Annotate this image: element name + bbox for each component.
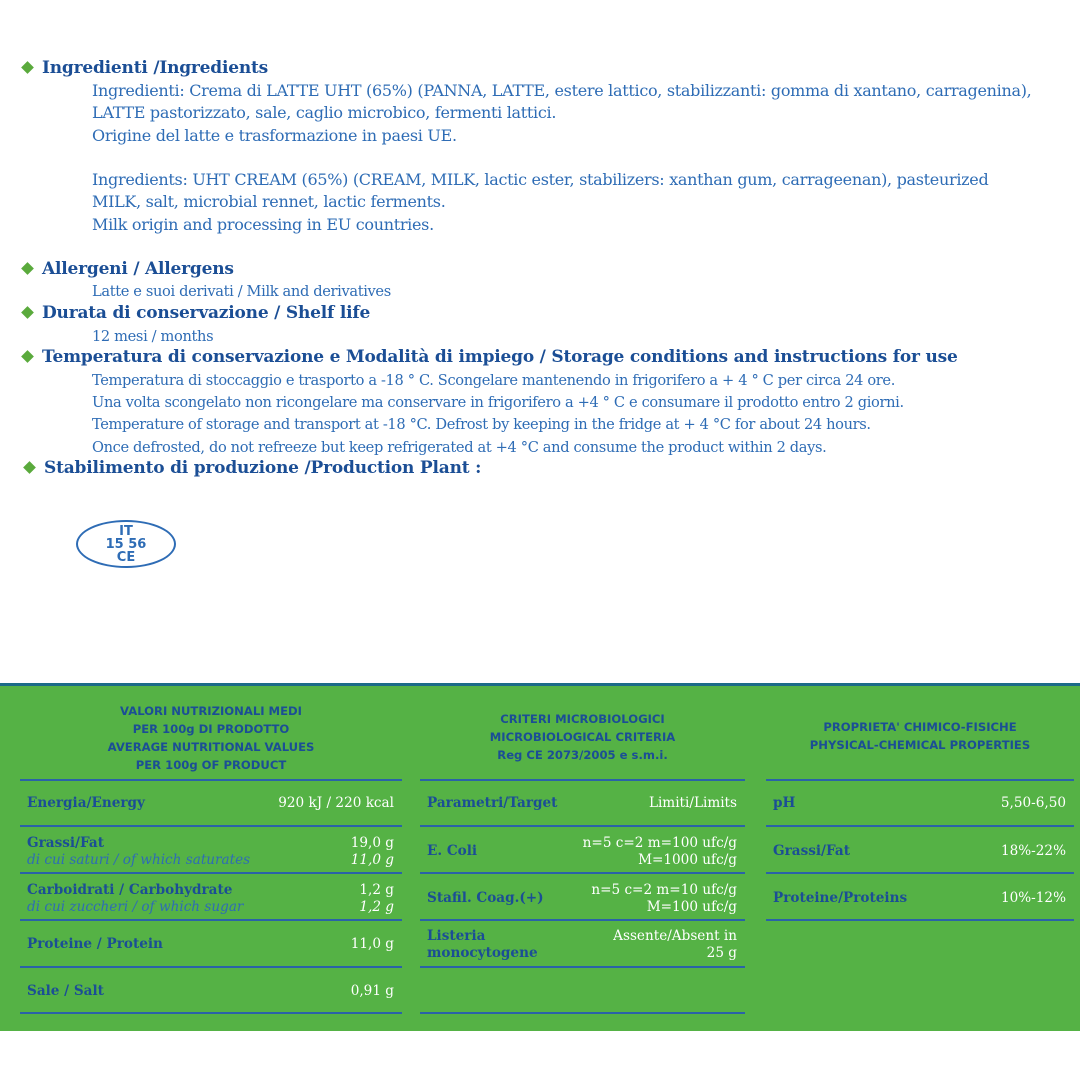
bullet-icon <box>21 350 34 363</box>
micro-value: M=1000 ufc/g <box>638 852 737 868</box>
nutrition-title-line: PER 100g OF PRODUCT <box>135 758 287 772</box>
allergens-heading: Allergeni / Allergens <box>42 259 234 279</box>
nutrition-label: Energia/Energy <box>27 795 145 811</box>
physchem-label: pH <box>773 795 796 811</box>
nutrition-title-line: PER 100g DI PRODOTTO <box>132 722 290 736</box>
ingredients-en-line: Milk origin and processing in EU countries. <box>92 214 434 234</box>
physchem-value: 18%-22% <box>1000 843 1066 859</box>
micro-title-line: CRITERI MICROBIOLOGICI <box>500 712 665 726</box>
nutrition-value: 19,0 g <box>350 835 394 851</box>
nutrition-label: Proteine / Protein <box>27 936 163 952</box>
nutrition-row-fat <box>20 827 402 874</box>
ingredients-it-line: Ingredienti: Crema di LATTE UHT (65%) (PANNA, LATTE, estere lattico, stabilizzanti: gomma di xantano, carragenina), <box>92 81 1032 100</box>
storage-line: Once defrosted, do not refreeze but keep refrigerated at +4 °C and consume the product within 2 days. <box>92 438 827 456</box>
physchem-title-line: PHYSICAL-CHEMICAL PROPERTIES <box>809 738 1031 752</box>
storage-line: Temperatura di stoccaggio e trasporto a -18 ° C. Scongelare mantenendo in frigorifero a + 4 ° C per circa 24 ore. <box>92 372 896 389</box>
micro-row-header <box>420 781 745 827</box>
micro-row-stafil <box>420 874 745 921</box>
micro-title-line: MICROBIOLOGICAL CRITERIA <box>489 730 676 744</box>
micro-value: n=5 c=2 m=10 ufc/g <box>591 882 737 898</box>
nutrition-row-energy <box>20 781 402 827</box>
storage-heading: Temperatura di conservazione e Modalità di impiego / Storage conditions and instructions for use <box>42 347 958 367</box>
plant-heading: Stabilimento di produzione /Production Plant : <box>44 458 482 478</box>
physchem-title <box>766 718 1074 754</box>
allergens-text: Latte e suoi derivati / Milk and derivatives <box>92 283 391 300</box>
micro-value: Assente/Absent in <box>613 928 737 944</box>
micro-label: monocytogene <box>427 945 538 961</box>
nutrition-title-line: AVERAGE NUTRITIONAL VALUES <box>107 740 315 754</box>
micro-title-line: Reg CE 2073/2005 e s.m.i. <box>497 748 668 762</box>
physchem-row-proteins <box>766 874 1074 921</box>
nutrition-sub-label: di cui saturi / of which saturates <box>27 852 251 868</box>
micro-title <box>420 710 745 764</box>
nutrition-value: 11,0 g <box>350 936 394 952</box>
physchem-label: Proteine/Proteins <box>773 890 908 906</box>
nutrition-title <box>20 702 402 774</box>
nutrition-value: 920 kJ / 220 kcal <box>278 795 394 811</box>
shelf-life-heading: Durata di conservazione / Shelf life <box>42 303 371 323</box>
nutrition-panel <box>0 683 1080 1031</box>
micro-value: n=5 c=2 m=100 ufc/g <box>582 835 737 851</box>
ingredients-it-line: LATTE pastorizzato, sale, caglio microbico, fermenti lattici. <box>92 103 557 123</box>
micro-bottom-rule <box>420 1012 745 1014</box>
ingredients-en-line: MILK, salt, microbial rennet, lactic ferments. <box>92 192 446 212</box>
micro-row-ecoli <box>420 827 745 874</box>
physchem-label: Grassi/Fat <box>773 843 851 859</box>
nutrition-row-salt <box>20 968 402 1014</box>
micro-label: Listeria <box>427 928 486 944</box>
micro-label: E. Coli <box>427 843 478 859</box>
physchem-title-line: PROPRIETA' CHIMICO-FISICHE <box>823 720 1017 734</box>
ingredients-en-line: Ingredients: UHT CREAM (65%) (CREAM, MILK, lactic ester, stabilizers: xanthan gum, carrageenan), pasteurized <box>92 170 989 189</box>
nutrition-sub-label: di cui zuccheri / of which sugar <box>27 899 244 915</box>
bullet-icon <box>21 306 34 319</box>
nutrition-value: 1,2 g <box>359 882 394 898</box>
nutrition-title-line: VALORI NUTRIZIONALI MEDI <box>120 704 302 718</box>
ingredients-it-line: Origine del latte e trasformazione in paesi UE. <box>92 125 457 145</box>
bullet-icon <box>23 461 36 474</box>
micro-label: Stafil. Coag.(+) <box>427 890 544 906</box>
nutrition-label: Carboidrati / Carbohydrate <box>27 882 233 898</box>
micro-value: 25 g <box>706 945 737 961</box>
ingredients-en <box>92 169 988 236</box>
micro-row-listeria <box>420 921 745 968</box>
nutrition-row-carbohydrate <box>20 874 402 921</box>
physchem-value: 5,50-6,50 <box>1000 795 1066 811</box>
nutrition-label: Grassi/Fat <box>27 835 105 851</box>
nutrition-label: Sale / Salt <box>27 983 104 999</box>
shelf-life-text: 12 mesi / months <box>92 328 214 345</box>
health-mark-country: IT <box>119 523 133 539</box>
micro-label: Parametri/Target <box>427 795 558 811</box>
health-mark-ce: CE <box>116 549 136 565</box>
ingredients-heading: Ingredienti /Ingredients <box>42 58 269 78</box>
bullet-icon <box>21 262 34 275</box>
ingredients-it <box>92 80 1031 147</box>
nutrition-sub-value: 1,2 g <box>359 899 394 915</box>
storage-text <box>92 370 904 459</box>
nutrition-sub-value: 11,0 g <box>350 852 394 868</box>
storage-line: Temperature of storage and transport at -18 °C. Defrost by keeping in the fridge at + 4 °C for about 24 hours. <box>92 416 871 434</box>
micro-value: Limiti/Limits <box>648 795 737 811</box>
health-mark-oval <box>76 520 176 568</box>
nutrition-row-protein <box>20 921 402 968</box>
physchem-row-fat <box>766 827 1074 874</box>
health-mark-number: 15 56 <box>105 536 147 552</box>
physchem-value: 10%-12% <box>1000 890 1066 906</box>
micro-value: M=100 ufc/g <box>646 899 737 915</box>
storage-line: Una volta scongelato non ricongelare ma conservare in frigorifero a +4 ° C e consumare il prodotto entro 2 giorni. <box>92 394 904 412</box>
physchem-row-ph <box>766 781 1074 827</box>
nutrition-value: 0,91 g <box>350 983 394 999</box>
bullet-icon <box>21 61 34 74</box>
